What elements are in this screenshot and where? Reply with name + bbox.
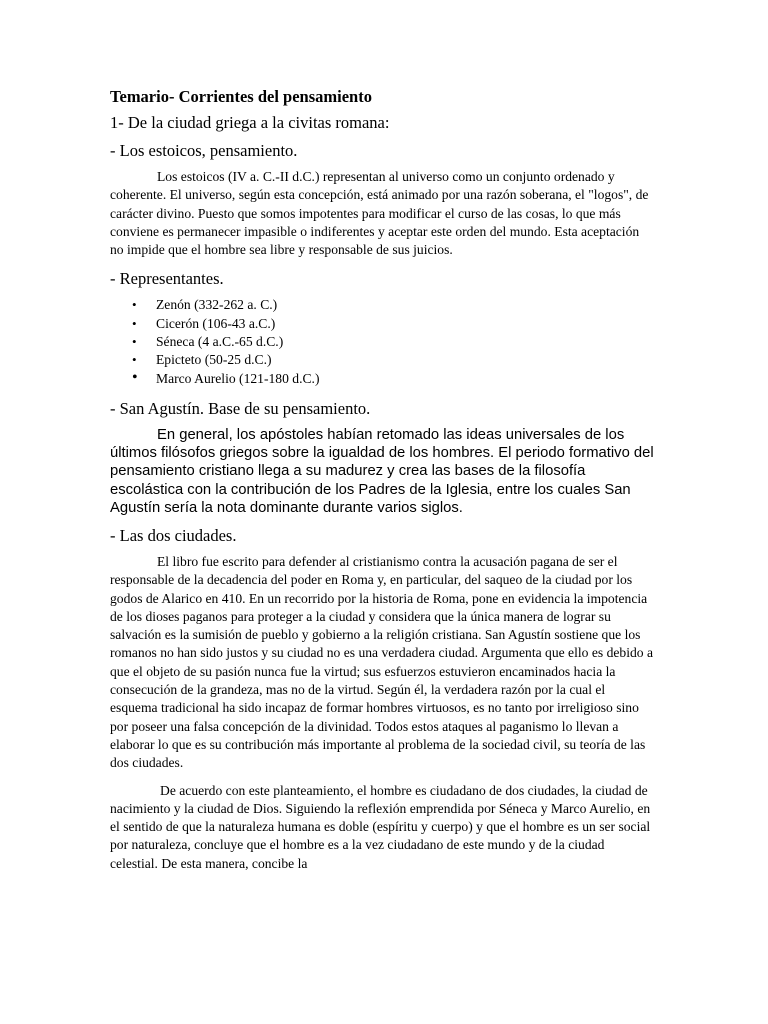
section-heading-san-agustin: - San Agustín. Base de su pensamiento. [110,398,371,418]
list-item [110,315,655,333]
paragraph-estoicos: Los estoicos (IV a. C.-II d.C.) representan al universo como un conjunto ordenado y coherente. El universo, según esta concepción, está animado por una razón soberana, el "logos", de carácter divino. Puesto que somos impotentes para modificar el curso de las cosas, lo que más conviene es permanecer impasible o indiferentes y aceptar este orden del mundo. Esta aceptación no impide que el hombre sea libre y responsable de sus juicios. [110,169,649,258]
bullet-icon: • [132,334,137,350]
list-item [110,296,655,314]
list-item [110,333,655,351]
paragraph-san-agustin: En general, los apóstoles habían retomado las ideas universales de los últimos filósofos griegos sobre la igualdad de los hombres. El periodo formativo del pensamiento cristiano llega a su madurez y crea las bases de la filosofía escolástica con la contribución de los Padres de la Iglesia, entre los cuales San Agustín sería la nota dominante durante varios siglos. [110,426,654,516]
section-heading-dos-ciudades: - Las dos ciudades. [110,525,237,545]
paragraph-dos-ciudades-2: De acuerdo con este planteamiento, el hombre es ciudadano de dos ciudades, la ciudad de nacimiento y la ciudad de Dios. Siguiendo la reflexión emprendida por Séneca y Marco Aurelio, en el sentido de que la naturaleza humana es doble (espíritu y cuerpo) y que el hombre es un ser social por naturaleza, concluye que el hombre es a la vez ciudadano de este mundo y de la ciudad celestial. De esta manera, concibe la [110,782,651,871]
document-title: Temario- Corrientes del pensamiento [110,87,372,106]
list-item-text: Marco Aurelio (121-180 d.C.) [156,370,320,386]
list-item-text: Epicteto (50-25 d.C.) [156,352,272,368]
bullet-icon: • [132,368,138,386]
bullet-icon: • [132,315,137,331]
list-item [110,351,655,369]
section-heading-ciudad-griega: 1- De la ciudad griega a la civitas romana: [110,113,390,132]
section-heading-representantes: - Representantes. [110,269,224,289]
bullet-icon: • [132,352,137,368]
list-item [110,370,655,388]
list-item-text: Séneca (4 a.C.-65 d.C.) [156,334,284,350]
list-item-text: Zenón (332-262 a. C.) [156,297,278,313]
representantes-list [110,296,655,387]
document-page [110,86,655,882]
paragraph-dos-ciudades-1: El libro fue escrito para defender al cristianismo contra la acusación pagana de ser el responsable de la decadencia del poder en Roma y, en particular, del saqueo de la ciudad por los godos de Alarico en 410. En un recorrido por la historia de Roma, pone en evidencia la impotencia de los dioses paganos para proteger a la ciudad y considera que la única manera de lograr su salvación es la sumisión de pueblo y gobierno a la religión cristiana. San Agustín sostiene que los romanos no han sido justos y su ciudad no es una verdadera ciudad. Argumenta que ello es debido a que el objeto de su pasión nunca fue la virtud; sus esfuerzos estuvieron encaminados hacia la consecución de la grandeza, mas no de la virtud. Según él, la verdadera razón por la cual el esquema tradicional ha sido incapaz de formar hombres virtuosos, es no tanto por irreligioso sino por poseer una falsa concepción de la divinidad. Todos estos ataques al paganismo lo llevan a elaborar lo que es su contribución más importante al problema de la sociedad civil, su teoría de las dos ciudades. [110,553,653,771]
list-item-text: Cicerón (106-43 a.C.) [156,315,276,331]
section-heading-estoicos: - Los estoicos, pensamiento. [110,141,298,160]
bullet-icon: • [132,297,137,313]
